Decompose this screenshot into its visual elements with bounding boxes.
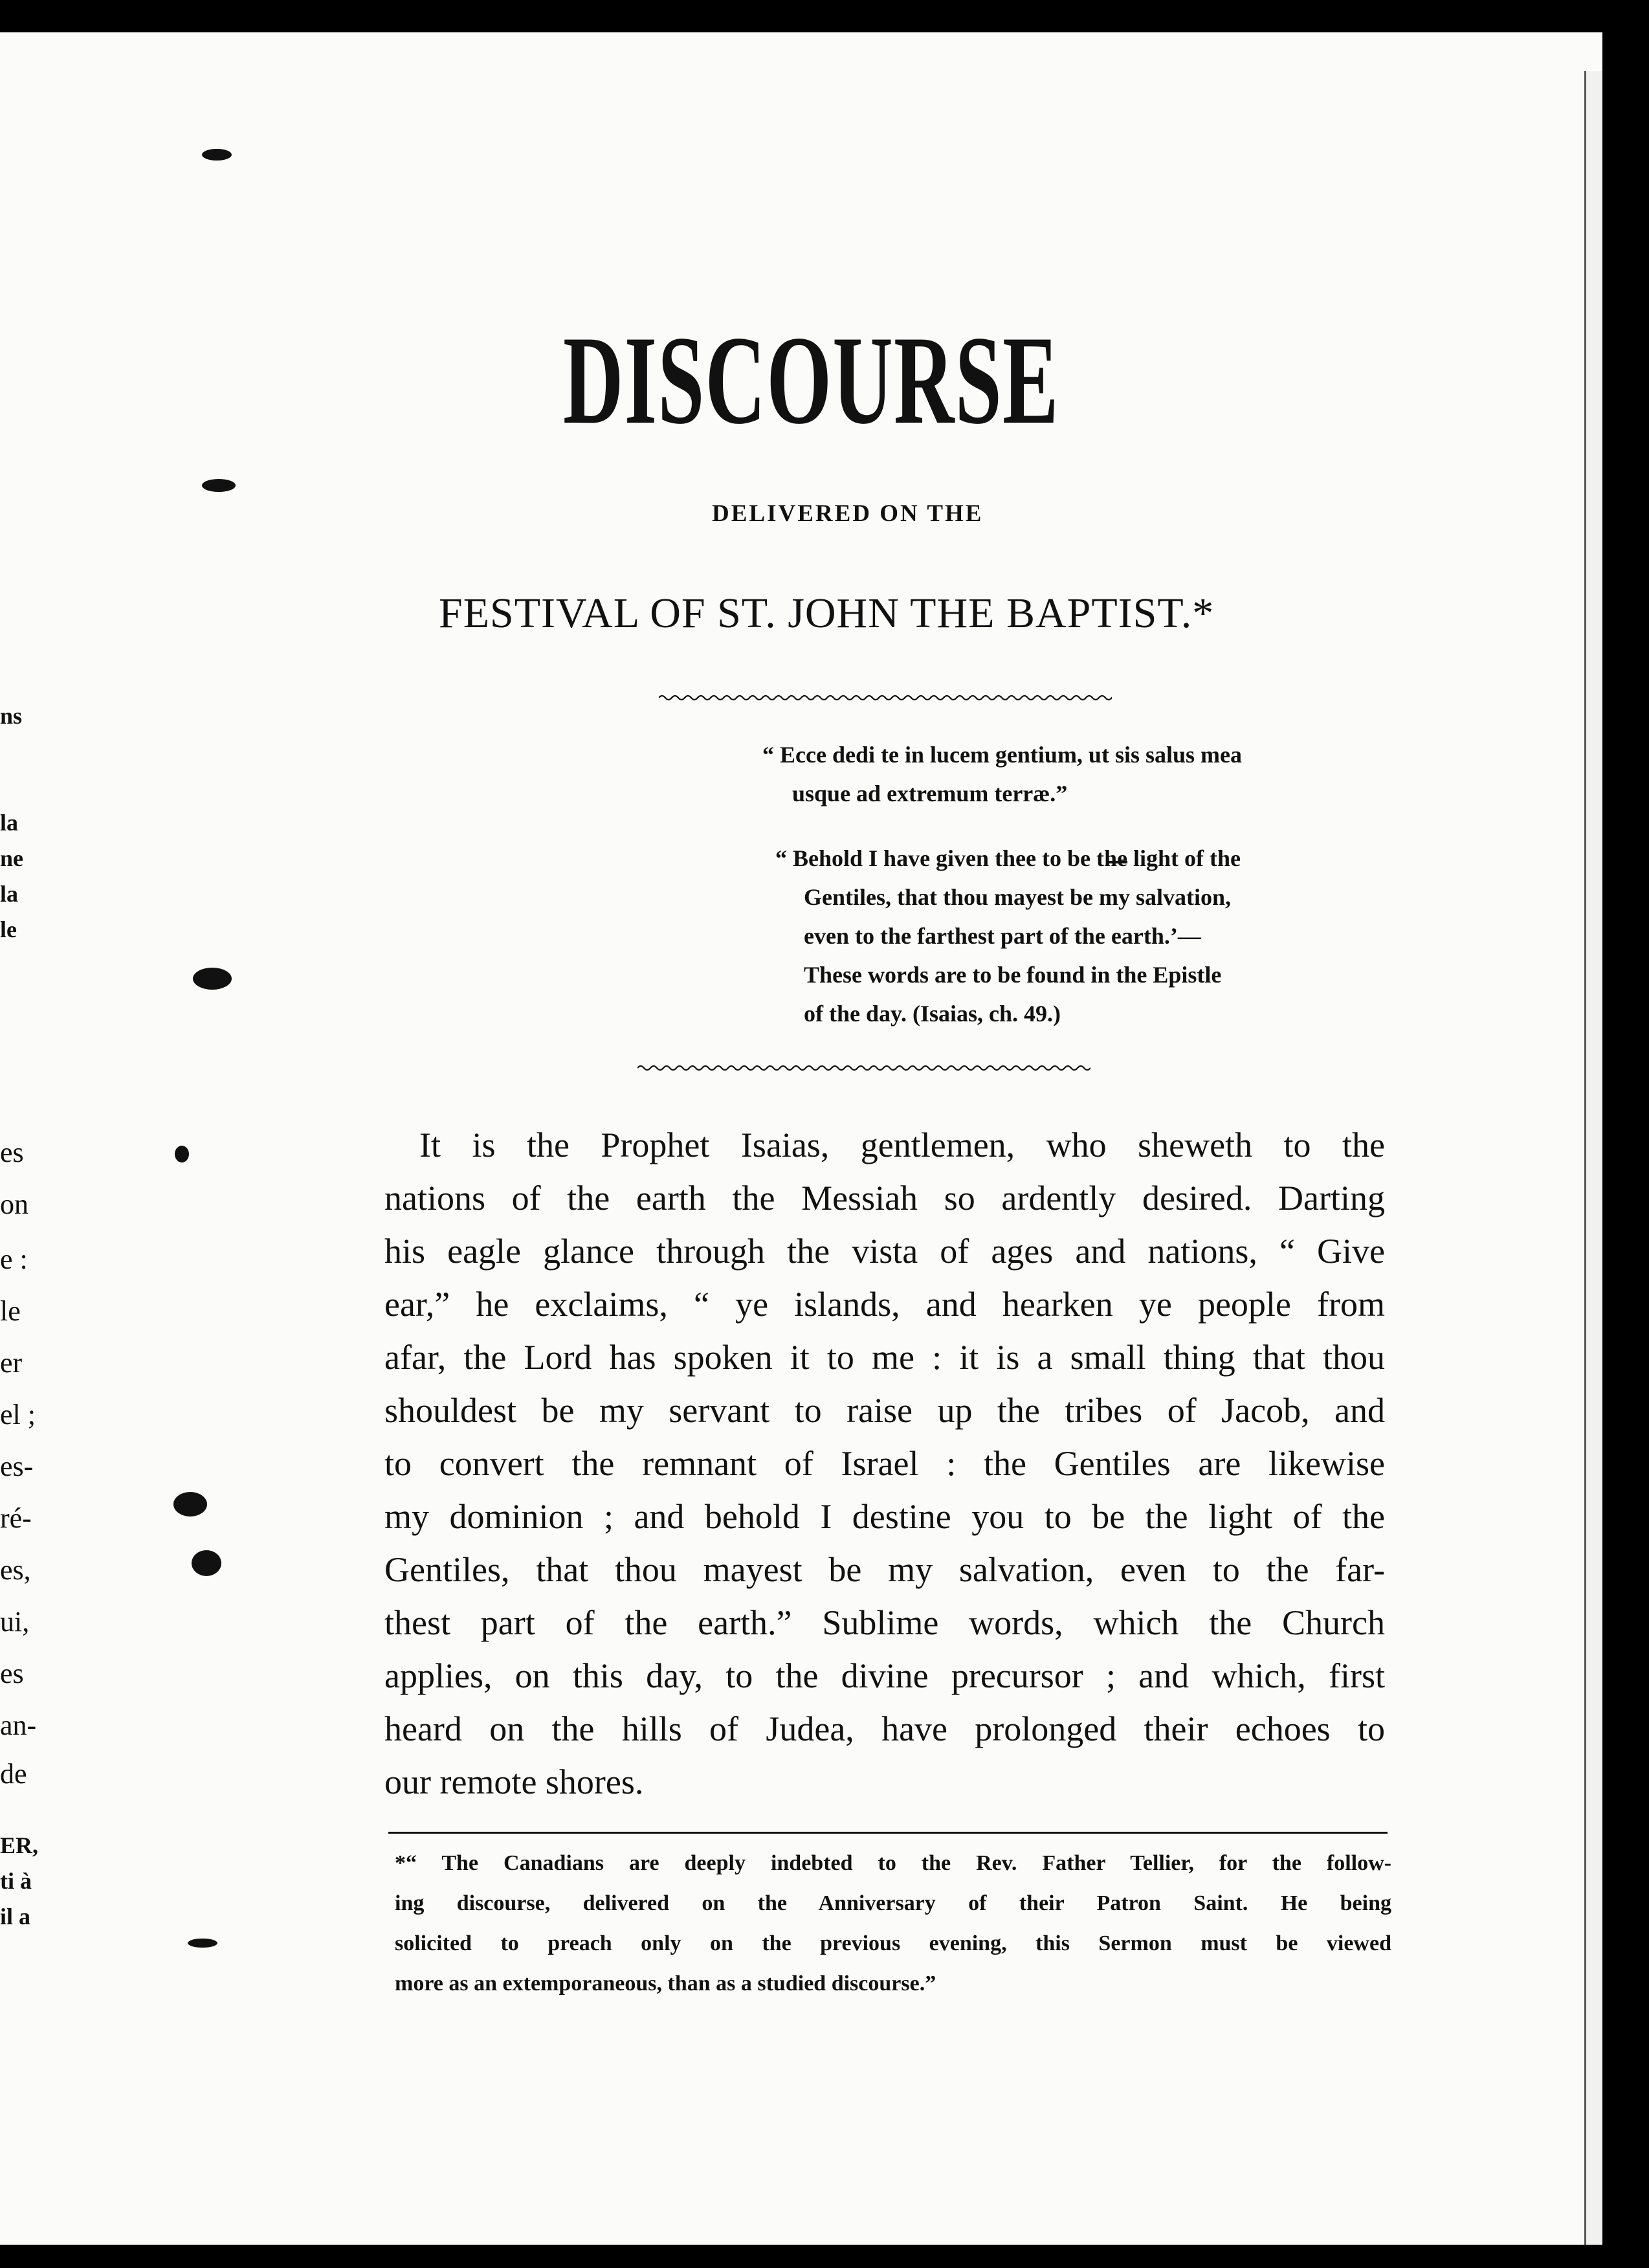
body-text-line: Gentiles, that thou mayest be my salvation, even to the far- bbox=[384, 1550, 1385, 1589]
body-text-line: ear,” he exclaims, “ ye islands, and hearken ye people from bbox=[384, 1285, 1385, 1324]
epigraph-english-line: even to the farthest part of the earth.’— bbox=[804, 923, 1201, 949]
wavy-rule bbox=[659, 693, 1112, 703]
facing-page-fragment bbox=[0, 32, 71, 2245]
ink-mark bbox=[188, 1939, 217, 1948]
facing-page-text: on bbox=[0, 1188, 28, 1220]
facing-page-text: ré- bbox=[0, 1502, 32, 1534]
footnote-line: more as an extemporaneous, than as a studied discourse.” bbox=[395, 1972, 936, 1996]
body-text-line: heard on the hills of Judea, have prolonged their echoes to bbox=[384, 1709, 1385, 1748]
facing-page-text: de bbox=[0, 1758, 27, 1790]
ink-mark bbox=[173, 1492, 207, 1517]
epigraph-latin-line: “ Ecce dedi te in lucem gentium, ut sis salus mea bbox=[762, 742, 1242, 768]
footnote-line: solicited to preach only on the previous evening, this Sermon must be viewed bbox=[395, 1931, 1391, 1955]
facing-page-text: es bbox=[0, 1137, 24, 1168]
ink-mark bbox=[175, 1146, 189, 1162]
body-text-line: nations of the earth the Messiah so ardently desired. Darting bbox=[384, 1179, 1385, 1217]
epigraph-english-line: “ Behold I have given thee to be the light of the bbox=[775, 845, 1241, 871]
occasion-heading: FESTIVAL OF ST. JOHN THE BAPTIST.* bbox=[439, 590, 1215, 637]
facing-page-text: es- bbox=[0, 1451, 34, 1482]
document-page bbox=[0, 32, 1602, 2245]
body-text-line: to convert the remnant of Israel : the Gentiles are likewise bbox=[384, 1444, 1385, 1483]
epigraph-english-line: Gentiles, that thou mayest be my salvation, bbox=[804, 884, 1231, 910]
ink-mark bbox=[202, 149, 232, 161]
epigraph-english-line: These words are to be found in the Epistle bbox=[804, 962, 1222, 988]
ink-mark bbox=[193, 968, 232, 990]
facing-page-text: es bbox=[0, 1658, 24, 1689]
scan-border-top bbox=[0, 0, 1649, 32]
facing-page-text: er bbox=[0, 1347, 23, 1379]
facing-page-text: es, bbox=[0, 1554, 31, 1586]
epigraph-english-line: of the day. (Isaias, ch. 49.) bbox=[804, 1001, 1061, 1027]
page-title: DISCOURSE bbox=[563, 310, 1059, 450]
page-edge bbox=[1584, 71, 1602, 2245]
footnote-line: *“ The Canadians are deeply indebted to the Rev. Father Tellier, for the follow- bbox=[395, 1851, 1391, 1875]
facing-page-text: le bbox=[0, 1295, 21, 1327]
facing-page-text: ui, bbox=[0, 1606, 30, 1638]
subtitle: DELIVERED ON THE bbox=[712, 500, 984, 527]
ink-mark bbox=[192, 1550, 221, 1576]
scan-border-bottom bbox=[0, 2245, 1649, 2268]
footnote-rule bbox=[388, 1832, 1388, 1834]
body-text-line: shouldest be my servant to raise up the tribes of Jacob, and bbox=[384, 1391, 1385, 1430]
facing-page-text: an- bbox=[0, 1709, 37, 1741]
footnote-line: ing discourse, delivered on the Anniversary of their Patron Saint. He being bbox=[395, 1891, 1391, 1915]
title-block bbox=[563, 310, 1158, 450]
facing-page-text: e : bbox=[0, 1243, 28, 1275]
facing-page-text: el ; bbox=[0, 1399, 36, 1430]
facing-page-text: ns bbox=[0, 703, 23, 729]
facing-page-text: le bbox=[0, 917, 17, 942]
facing-page-text: il a bbox=[0, 1904, 31, 1929]
facing-page-text: ne bbox=[0, 845, 23, 871]
body-text-line: thest part of the earth.” Sublime words, which the Church bbox=[384, 1603, 1385, 1642]
facing-page-text: ti à bbox=[0, 1868, 32, 1894]
facing-page-text: la bbox=[0, 810, 19, 836]
body-text-line: our remote shores. bbox=[384, 1762, 644, 1801]
body-text-line: afar, the Lord has spoken it to me : it is a small thing that thou bbox=[384, 1338, 1385, 1377]
body-text-line: his eagle glance through the vista of ages and nations, “ Give bbox=[384, 1232, 1385, 1271]
epigraph-latin-line: usque ad extremum terræ.” bbox=[792, 781, 1068, 806]
body-text-line: my dominion ; and behold I destine you to be the light of the bbox=[384, 1497, 1385, 1536]
body-text-line: applies, on this day, to the divine precursor ; and which, first bbox=[384, 1656, 1385, 1695]
scan-border-right bbox=[1602, 32, 1649, 2245]
body-text-line: It is the Prophet Isaias, gentlemen, who sheweth to the bbox=[419, 1126, 1385, 1164]
wavy-rule bbox=[637, 1063, 1090, 1073]
facing-page-text: la bbox=[0, 881, 19, 907]
facing-page-text: ER, bbox=[0, 1832, 39, 1858]
ink-mark bbox=[202, 479, 236, 492]
